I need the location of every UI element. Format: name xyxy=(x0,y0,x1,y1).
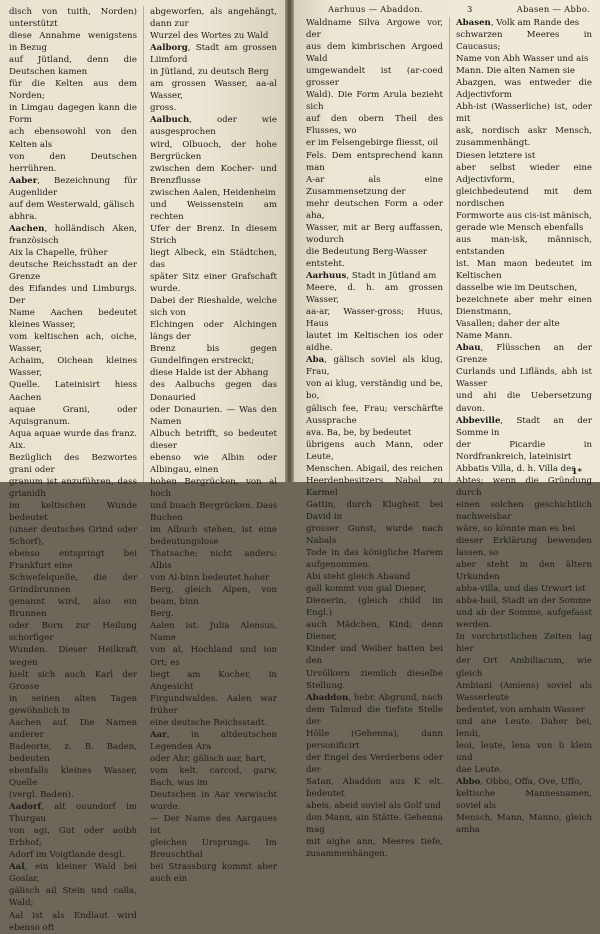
text-line: von ai klug, verständig und be, bo, xyxy=(306,379,443,402)
text-line: Berg. xyxy=(150,609,174,620)
text-line: Curlands und Lifländs, abh ist Wasser xyxy=(456,367,592,390)
text-line: Aix la Chapelle, früher xyxy=(9,247,108,258)
text-line: der Ort Ambiliacum, wie gleich xyxy=(456,656,592,679)
text-line: Diesen letztere ist xyxy=(456,150,536,161)
text-line: Adorf im Voigtlande desgl. xyxy=(9,850,125,861)
text-line: ist. Man maon bedeutet im Keltischen xyxy=(456,258,592,281)
text-line: aus dem kimbrischen Argoed Wald xyxy=(306,42,443,65)
text-line: Aal, ein kleiner Wald bei Goslar, xyxy=(9,862,137,885)
text-line: Kinder und Weiber hatten bei den xyxy=(306,644,443,667)
text-line: mehr deutschen Form a oder aha, xyxy=(306,198,443,221)
text-line: auf dem Westerwald, gälisch xyxy=(9,199,135,210)
text-line: in Limgau dagegen kann die Form xyxy=(9,103,137,126)
text-line: — Der Name des Aargaues ist xyxy=(150,814,277,837)
text-line: In vorchristlichen Zeiten lag hier xyxy=(456,632,592,655)
text-line: gleichbedeutend mit dem nordischen xyxy=(456,186,592,209)
left-page xyxy=(0,0,285,933)
left-column-2 xyxy=(143,6,277,885)
text-line: abgeworfen, als angehängt, dann zur xyxy=(150,7,277,30)
text-line: Abau, Flüsschen an der Grenze xyxy=(456,343,592,366)
text-line: Name Aachen bedeutet kleines Wasser, xyxy=(9,308,137,331)
text-line: (vergl. Baden). xyxy=(9,790,74,801)
right-column-2 xyxy=(449,17,592,836)
text-line: übrigens auch Mann, oder Leute, xyxy=(306,439,443,462)
text-line: Aqua aquae wurde das franz. Aix. xyxy=(9,428,137,451)
text-line: Abazgen, was entweder die Adjectivform xyxy=(456,78,592,101)
text-line: Abbeville, Stadt an der Somme in xyxy=(456,415,592,438)
text-line: Abaddon, hebr. Abgrund, nach xyxy=(306,692,443,703)
left-column-1 xyxy=(9,6,143,933)
text-line: Mann. Die alten Namen sie xyxy=(456,66,575,77)
text-line: mit aighe ann, Meeres tiefe, zusammenhängen. xyxy=(306,837,443,860)
text-line: am grossen Wasser, aa-al Wasser, xyxy=(150,79,277,102)
text-line: Firgundwaldes. Aalen war früher xyxy=(150,693,277,716)
text-line: Aba, gälisch soviel als klug, Frau, xyxy=(306,355,443,378)
text-line: ebenso wie Albin oder Albingau, einen xyxy=(150,452,277,475)
text-line: diese Annahme wenigstens in Bezug xyxy=(9,31,137,54)
text-line: aa-ar, Wasser-gross; Huus, Haus xyxy=(306,307,443,330)
text-line: Ambiani (Amiens) soviel als Wasserleute xyxy=(456,680,592,703)
text-line: gross. xyxy=(150,103,177,114)
text-line: aquae Grani, oder Aquisgranum. xyxy=(9,404,137,427)
text-line: einen solchen geschichtlich nachweisbar xyxy=(456,499,592,522)
text-line: entsteht. xyxy=(306,258,345,269)
text-line: aber steht in den ältern Urkunden xyxy=(456,560,592,583)
text-line: dae Leute. xyxy=(456,764,503,775)
text-line: Abi steht gleich Abaund xyxy=(306,572,411,583)
text-line: in seinen alten Tagen gewöhnlich in xyxy=(9,693,137,716)
text-line: und ab der Somme, aufgefasst werden. xyxy=(456,608,592,631)
right-column-1 xyxy=(306,17,449,860)
text-line: in Jütland, zu deutsch Berg xyxy=(150,67,269,78)
text-line: im Albuch stehen, ist eine bedeutungslose xyxy=(150,525,277,548)
text-line: im keltischen Wunde bedeutet xyxy=(9,500,137,523)
text-line: liegt am Kocher, in Angesicht xyxy=(150,669,277,692)
text-line: Name von Abh Wasser und ais xyxy=(456,54,589,65)
text-line: Brenz bis gegen Gundelfingen erstreckt; xyxy=(150,344,277,367)
page-number: 3 xyxy=(466,4,473,14)
text-line: genannt wird, also ein Brunnen xyxy=(9,597,137,620)
text-line: auch Mädchen, Kind; denn Diener, xyxy=(306,620,443,643)
text-line: Name Mann. xyxy=(456,331,513,342)
text-line: Aalen ist. Julia Alensus, Name xyxy=(150,621,277,644)
text-line: Waldname Silva Argowe vor, der xyxy=(306,18,443,41)
text-line: Albuch betrifft, so bedeutet dieser xyxy=(150,428,277,451)
text-line: dieser Erklärung bewenden lassen, so xyxy=(456,536,592,559)
text-line: Elchingen oder Alchingen längs der xyxy=(150,320,277,343)
text-line: granum ist anzuführen, dass grianidh xyxy=(9,476,137,499)
text-line: Badeorte, z. B. Baden, bedeuten xyxy=(9,741,137,764)
text-line: zwischen Aalen, Heidenheim xyxy=(150,187,276,198)
text-line: und buach Bergrücken. Dass Buchen xyxy=(150,500,277,523)
header-left-entry: Aarhuus — Abaddon. xyxy=(328,4,423,14)
text-line: Wald). Die Form Arula bezieht sich xyxy=(306,90,443,113)
text-line: des Eifandes und Limburgs. Der xyxy=(9,284,137,307)
signature-mark: 1* xyxy=(571,467,582,477)
text-line: bei Strassburg kommt aber auch ein xyxy=(150,862,277,885)
text-line: Dabei der Rieshalde, welche sich von xyxy=(150,296,277,319)
text-line: Heerdenbesitzers Nabal zu Karmel xyxy=(306,475,443,498)
text-line: (unser deutsches Grind oder Schorf), xyxy=(9,525,137,548)
text-line: Aalborg, Stadt am grossen Liimford xyxy=(150,43,277,66)
text-line: bezeichnete aber mehr einen Dienstmann, xyxy=(456,295,592,318)
text-line: umgewandelt ist (ar-coed grosser xyxy=(306,66,443,89)
text-line: Aarhuus, Stadt in Jütland am xyxy=(306,270,437,281)
text-line: vom kelt. carcod, garw, Bach, was im xyxy=(150,765,277,788)
text-line: oder Ahr, gälisch aar, hart, xyxy=(150,753,267,764)
text-line: Formworte aus cis-ist mänisch, xyxy=(456,210,592,221)
text-line: vom keltischen ach, oiche, Wasser, xyxy=(9,332,137,355)
text-line: don Mann, ain Stätte. Gehenna mag xyxy=(306,813,443,836)
text-line: Deutschen in Aar verwischt wurde. xyxy=(150,790,277,813)
text-line: ebenso entspringt bei Frankfurt eine xyxy=(9,549,137,572)
text-line: Aal ist als Endlaut wird ebenso oft xyxy=(9,910,137,933)
text-line: Menschen. Abigail, des reichen xyxy=(306,463,443,474)
text-line: Mensch, Mann, Manno, gleich amha xyxy=(456,813,592,836)
text-line: von agi, Gut oder aoibh Erbhof; xyxy=(9,826,137,849)
text-line: Vasallen; daher der alte xyxy=(456,319,560,330)
text-line: Aalbuch, oder wie ausgesprochen xyxy=(150,115,277,138)
text-line: Aaber, Bezeichnung für Augenlider xyxy=(9,175,137,198)
text-line: Abasen, Volk am Rande des xyxy=(456,18,580,28)
text-line: Urvölkern ziemlich dieselbe Stellung. xyxy=(306,668,443,691)
text-line: Thatsache; nicht anders: Albis xyxy=(150,549,277,572)
text-line: Fels. Dem entsprechend kann man xyxy=(306,150,443,173)
text-line: gall kommt von gial Diener, xyxy=(306,584,427,595)
text-line: abba-villa, und das Urwort ist xyxy=(456,584,586,595)
text-line: Achaim, Oichean kleines Wasser, xyxy=(9,356,137,379)
text-line: ava. Ba, be, by bedeutet xyxy=(306,427,412,438)
text-line: Aachen auf. Die Namen anderer xyxy=(9,717,137,740)
text-line: er im Felsengebirge fliesst, oil xyxy=(306,138,439,149)
text-line: diese Halde ist der Abhang xyxy=(150,368,269,379)
text-line: Aar, in altdeutschen Legenden Ara xyxy=(150,729,277,752)
text-line: des Aalbuchs gegen das Donauried xyxy=(150,380,277,403)
text-line: schwarzen Meeres in Caucasus; xyxy=(456,30,592,53)
text-line: auf Jütland, denn die Deutschen kamen xyxy=(9,55,137,78)
text-line: Bezüglich des Bezwortes grani oder xyxy=(9,452,137,475)
text-line: hielt sich auch Karl der Grosse xyxy=(9,669,137,692)
text-line: Berg, gleich Alpen, von beam, binn xyxy=(150,585,277,608)
right-page xyxy=(294,0,600,860)
text-line: hohen Bergrücken, von al hoch xyxy=(150,476,277,499)
text-line: liegt Albeck, ein Städtchen, das xyxy=(150,247,277,270)
text-line: ask, nordisch askr Mensch, zusammenhängt. xyxy=(456,126,592,149)
text-line: Wurzel des Wortes zu Wald xyxy=(150,31,269,42)
text-line: Wunden. Dieser Heilkraft wegen xyxy=(9,645,137,668)
text-line: und ane Leute. Daher bei, lendi, xyxy=(456,716,592,739)
text-line: Abbatis Villa, d. h. Villa des xyxy=(456,463,576,474)
text-line: Ufer der Brenz. In diesem Strich xyxy=(150,223,277,246)
text-line: aus man-isk, männisch, entstanden xyxy=(456,234,592,257)
book-gutter xyxy=(285,0,294,482)
text-line: später Sitz einer Grafschaft wurde. xyxy=(150,272,277,295)
text-line: Abtes; wenn die Gründung durch xyxy=(456,475,592,498)
text-line: eine deutsche Reichsstadt. xyxy=(150,717,268,728)
text-line: gerade wie Mensch ebenfalls xyxy=(456,222,584,233)
text-line: und ahi die Uebersetzung davon. xyxy=(456,391,592,414)
right-page-columns xyxy=(306,17,592,860)
text-line: Abh-ist (Wasserliche) ist, oder mit xyxy=(456,102,592,125)
text-line: abhra. xyxy=(9,211,38,222)
text-line: gleichen Ursprungs. Im Breuschthal xyxy=(150,838,277,861)
text-line: Meere, d. h. am grossen Wasser, xyxy=(306,283,443,306)
text-line: aber selbst wieder eine Adjectivform, xyxy=(456,162,592,185)
text-line: ebenfalls kleines Wasser, Quelle xyxy=(9,765,137,788)
text-line: der Engel des Verderbens oder der xyxy=(306,752,443,775)
text-line: auf den obern Theil des Flusses, wo xyxy=(306,114,443,137)
text-line: gälisch fee, Frau; verschärfte Aussprache xyxy=(306,403,443,426)
text-line: deutsche Reichsstadt an der Grenze xyxy=(9,259,137,283)
text-line: von den Deutschen herrühren. xyxy=(9,151,137,174)
text-line: bedeutet, von amhain Wasser xyxy=(456,704,585,715)
text-line: Tode in das königliche Harem aufgenommen. xyxy=(306,548,443,571)
text-line: Wasser, mit ar Berg auffassen, wodurch xyxy=(306,222,443,245)
text-line: Dienerin, (gleich child im Engl.) xyxy=(306,596,443,619)
text-line: zwischen dem Kocher- und Brenzflusse xyxy=(150,163,277,186)
text-line: ach ebensowohl von den Kelten als xyxy=(9,127,137,150)
text-line: keltische Mannesnamen, soviel als xyxy=(456,789,592,812)
text-line: dem Talmud die tiefste Stelle der xyxy=(306,704,443,727)
text-line: von Al-binn bedeutet hoher xyxy=(150,573,270,584)
header-right-entry: Abasen — Abbo. xyxy=(516,4,590,14)
text-line: oder Donaurien. — Was den Namen xyxy=(150,404,277,427)
text-line: abeis, abeid soviel als Golf und xyxy=(306,801,442,812)
text-line: für die Kelten aus dem Norden; xyxy=(9,79,137,102)
text-line: wird, Olbuoch, der hohe Bergrücken xyxy=(150,139,277,162)
text-line: Abbo, Obbo, Offa, Ove, Uffo, xyxy=(456,776,583,787)
text-line: disch von tuith, Norden) unterstützt xyxy=(9,7,137,30)
text-line: gälisch ail Stein und calla, Wald; xyxy=(9,886,137,909)
text-line: Aachen, holländisch Aken, französisch xyxy=(9,223,137,246)
text-line: grosser Gunst, wurde nach Nabals xyxy=(306,523,443,547)
text-line: und Weissenstein am rechten xyxy=(150,199,277,222)
text-line: abba-bail, Stadt an der Somme xyxy=(456,596,592,607)
text-line: der Picardie in Nordfrankreich, lateinisirt xyxy=(456,439,592,462)
text-line: Satan, Abaddon aus K elt. bedeutet xyxy=(306,776,443,799)
text-line: lautet im Keltischen ios oder aidhe. xyxy=(306,331,443,354)
text-line: Gattin, durch Klugheit bei David in xyxy=(306,499,443,522)
text-line: leoi, leute, lena von li klein und xyxy=(456,740,592,763)
left-page-columns xyxy=(9,6,277,933)
text-line: Quelle. Lateinisirt hiess Aachen xyxy=(9,380,137,403)
text-line: die Bedeutung Berg-Wasser xyxy=(306,246,428,257)
running-header xyxy=(306,4,592,17)
text-line: Aadorf, alt ouundorf im Thurgau xyxy=(9,802,137,825)
text-line: A-ar als eine Zusammensetzung der xyxy=(306,174,443,197)
text-line: wäre, so könnte man es bei xyxy=(456,523,576,534)
text-line: Hölle (Gehenna), dann personificirt xyxy=(306,728,443,751)
text-line: von al, Hochland und ion Ort; es xyxy=(150,645,277,668)
text-line: oder Born zur Heilung schorfiger xyxy=(9,621,137,644)
text-line: dasselbe wie im Deutschen, xyxy=(456,283,578,294)
text-line: Schwefelquelle, die der Grindbrunnen xyxy=(9,573,137,596)
